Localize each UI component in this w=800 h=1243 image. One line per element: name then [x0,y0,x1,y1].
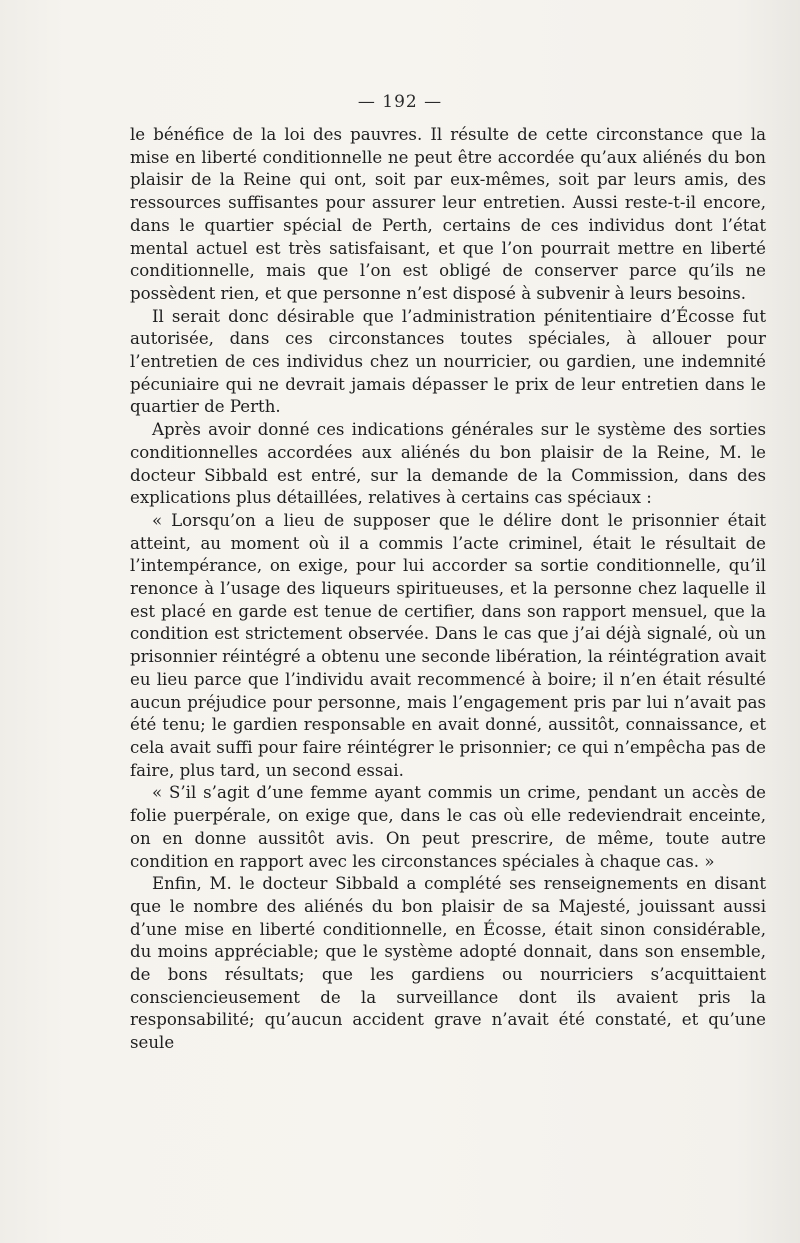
page-number: — 192 — [357,92,443,112]
paragraph-conclusion: Enfin, M. le docteur Sibbald a complété ses renseignements en disant que le nombre des aliénés du bon plaisir de sa Majesté, jouissant aussi d’une mise en liberté conditionnelle, en Écosse, était sinon considérable, du moins appréciable; que le système adopté donnait, dans son ensemble, de bons résultats; que les gardiens ou nourriciers s’acquittaient consciencieusement de la surveillance dont ils avaient pris la responsabilité; qu’aucun accident grave n’avait été constaté, et qu’une seule [130,874,766,1053]
paragraph-explanations: Après avoir donné ces indications générales sur le système des sorties conditionnelles accordées aux aliénés du bon plaisir de la Reine, M. le docteur Sibbald est entré, sur la demande de la Commission, dans des explications plus détaillées, relatives à certains cas spéciaux : [130,420,766,508]
paragraph-quote-intemperance: « Lorsqu’on a lieu de supposer que le délire dont le prisonnier était atteint, au moment où il a commis l’acte criminel, était le résultait de l’intempérance, on exige, pour lui accorder sa sortie conditionnelle, qu’il renonce à l’usage des liqueurs spiritueuses, et la personne chez laquelle il est placé en garde est tenue de certifier, dans son rapport mensuel, que la condition est strictement observée. Dans le cas que j’ai déjà signalé, où un prisonnier réintégré a obtenu une seconde libération, la réintégration avait eu lieu parce que l’individu avait recommencé à boire; il n’en était résulté aucun préjudice pour personne, mais l’engagement pris par lui n’avait pas été tenu; le gardien responsable en avait donné, aussitôt, connaissance, et cela avait suffi pour faire réintégrer le prisonnier; ce qui n’empêcha pas de faire, plus tard, un second essai. [130,510,766,780]
paragraph-quote-puerperal: « S’il s’agit d’une femme ayant commis un crime, pendant un accès de folie puerpérale, on exige que, dans le cas où elle redeviendrait enceinte, on en donne aussitôt avis. On peut prescrire, de même, toute autre condition en rapport avec les circonstances spéciales à chaque cas. » [130,783,766,871]
paragraph-proposal: Il serait donc désirable que l’administration pénitentiaire d’Écosse fut autorisée, dans ces circonstances toutes spéciales, à allouer pour l’entretien de ces individus chez un nourricier, ou gardien, une indemnité pécuniaire qui ne devrait jamais dépasser le prix de leur entretien dans le quartier de Perth. [130,306,766,417]
body-text [130,124,766,1055]
paragraph-continuation: le bénéfice de la loi des pauvres. Il résulte de cette circonstance que la mise en liberté conditionnelle ne peut être accordée qu’aux aliénés du bon plaisir de la Reine qui ont, soit par eux-mêmes, soit par leurs amis, des ressources suffisantes pour assurer leur entretien. Aussi reste-t-il encore, dans le quartier spécial de Perth, certains de ces individus dont l’état mental actuel est très satisfaisant, et que l’on pourrait mettre en liberté conditionnelle, mais que l’on est obligé de conserver parce qu’ils ne possèdent rien, et que personne n’est disposé à subvenir à leurs besoins. [130,125,766,303]
